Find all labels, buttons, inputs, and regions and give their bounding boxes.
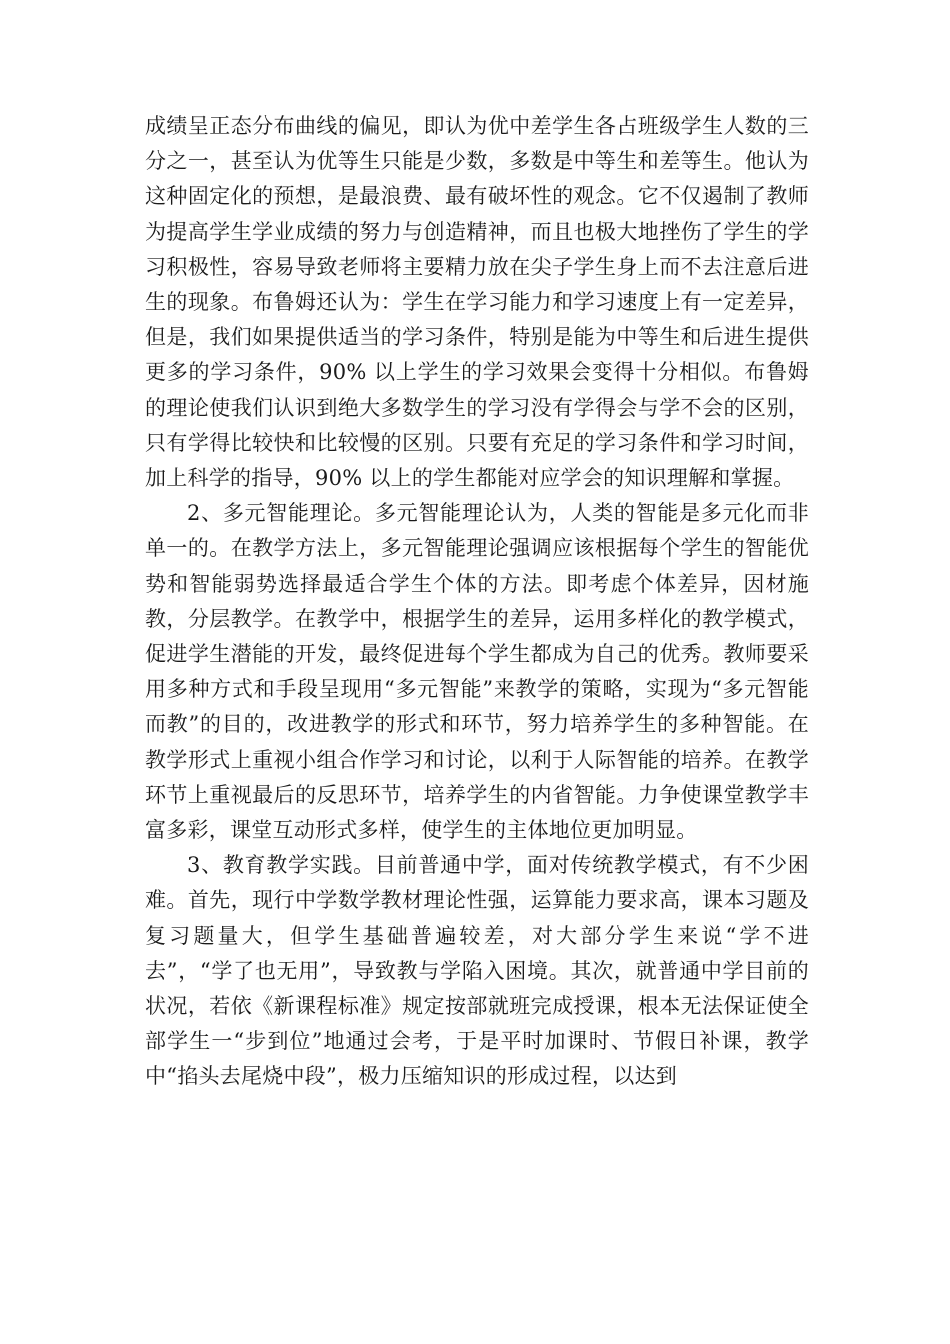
- document-body: [145, 109, 809, 1095]
- paragraph-teaching-practice: 3、教育教学实践。目前普通中学，面对传统教学模式，有不少困难。首先，现行中学数学教材理论性强，运算能力要求高，课本习题及复习题量大，但学生基础普遍较差，对大部分学生来说“学不进去”，“学了也无用”，导致教与学陷入困境。其次，就普通中学目前的状况，若依《新课程标准》规定按部就班完成授课，根本无法保证使全部学生一“步到位”地通过会考，于是平时加课时、节假日补课，教学中“掐头去尾烧中段”，极力压缩知识的形成过程，以达到: [145, 853, 809, 1089]
- paragraph-continuation: 成绩呈正态分布曲线的偏见，即认为优中差学生各占班级学生人数的三分之一，甚至认为优等生只能是少数，多数是中等生和差等生。他认为这种固定化的预想，是最浪费、最有破坏性的观念。它不仅遏制了教师为提高学生学业成绩的努力与创造精神，而且也极大地挫伤了学生的学习积极性，容易导致老师将主要精力放在尖子学生身上而不去注意后进生的现象。布鲁姆还认为：学生在学习能力和学习速度上有一定差异，但是，我们如果提供适当的学习条件，特别是能为中等生和后进生提供更多的学习条件，90% 以上学生的学习效果会变得十分相似。布鲁姆的理论使我们认识到绝大多数学生的学习没有学得会与学不会的区别，只有学得比较快和比较慢的区别。只要有充足的学习条件和学习时间，加上科学的指导，90% 以上的学生都能对应学会的知识理解和掌握。: [145, 114, 809, 491]
- paragraph-multiple-intelligences: 2、多元智能理论。多元智能理论认为，人类的智能是多元化而非单一的。在教学方法上，多元智能理论强调应该根据每个学生的智能优势和智能弱势选择最适合学生个体的方法。即考虑个体差异，因材施教，分层教学。在教学中，根据学生的差异，运用多样化的教学模式，促进学生潜能的开发，最终促进每个学生都成为自己的优秀。教师要采用多种方式和手段呈现用“多元智能”来教学的策略，实现为“多元智能而教”的目的，改进教学的形式和环节，努力培养学生的多种智能。在教学形式上重视小组合作学习和讨论，以利于人际智能的培养。在教学环节上重视最后的反思环节，培养学生的内省智能。力争使课堂教学丰富多彩，课堂互动形式多样，使学生的主体地位更加明显。: [145, 501, 809, 843]
